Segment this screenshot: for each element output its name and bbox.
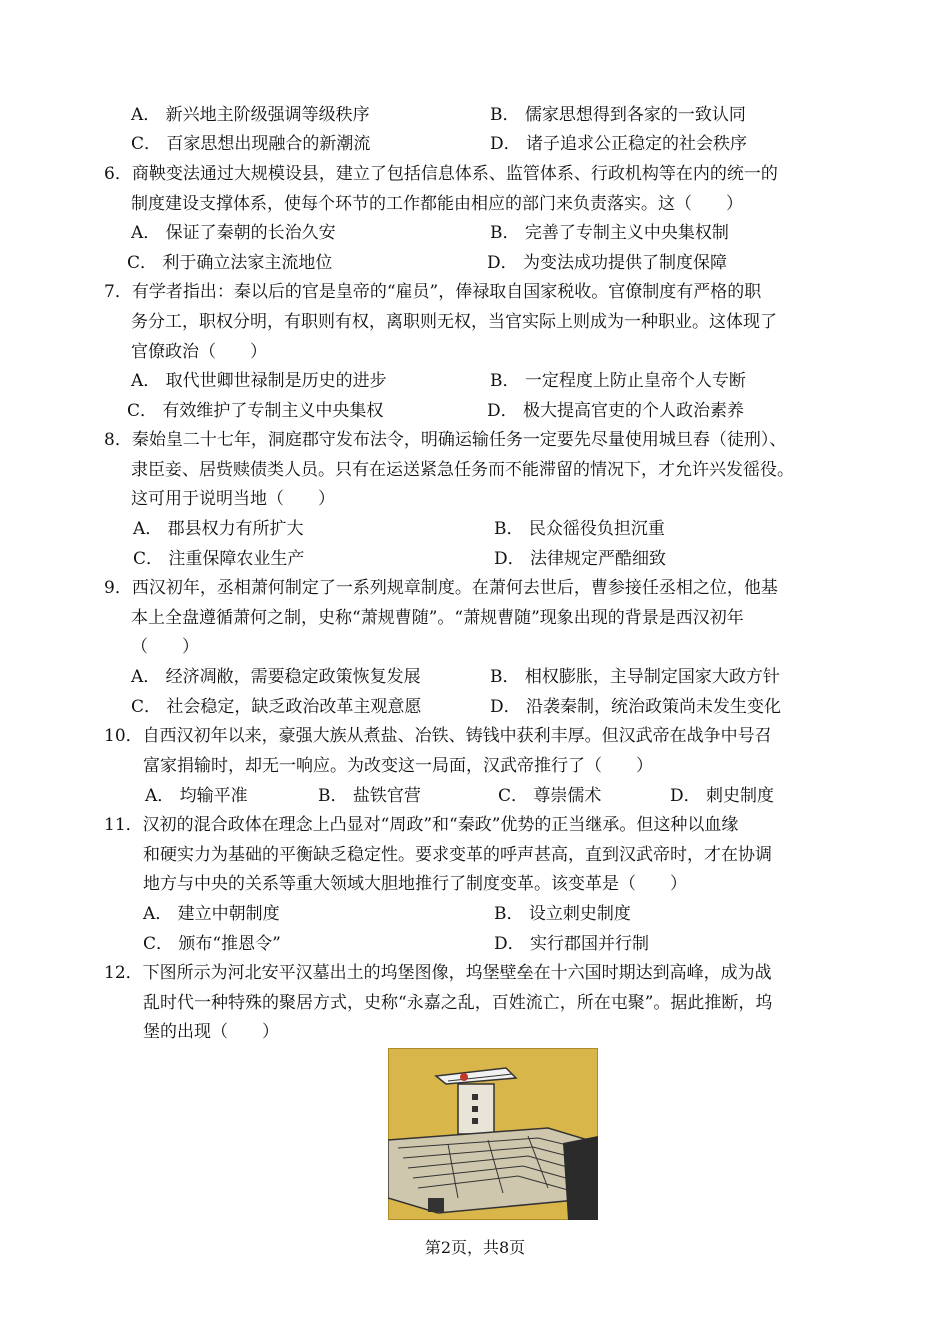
page-number-footer: 第2页，共8页 (424, 1238, 526, 1257)
q10-option-b: B． 盐铁官营 (318, 786, 421, 806)
q9-option-d: D． 沿袭秦制，统治政策尚未发生变化 (490, 697, 782, 717)
q7-stem-line-3: 官僚政治（ ） (131, 342, 267, 362)
q9-stem-line-3: （ ） (131, 637, 199, 657)
q10-stem-line-1: 10．自西汉初年以来，豪强大族从煮盐、冶铁、铸钱中获利丰厚。但汉武帝在战争中号召 (104, 726, 772, 746)
q7-option-a: A． 取代世卿世禄制是历史的进步 (131, 371, 387, 391)
q12-stem-line-3: 堡的出现（ ） (143, 1022, 279, 1042)
q6-stem-line-2: 制度建设支撑体系，使每个环节的工作都能由相应的部门来负责落实。这（ ） (131, 194, 743, 214)
q8-option-a: A． 郡县权力有所扩大 (133, 519, 304, 539)
q10-stem-line-2: 富家捐输时，却无一响应。为改变这一局面，汉武帝推行了（ ） (143, 756, 653, 776)
q11-option-a: A． 建立中朝制度 (143, 904, 280, 924)
q6-option-d: D． 为变法成功提供了制度保障 (487, 253, 728, 273)
q6-stem-line-1: 6．商鞅变法通过大规模设县，建立了包括信息体系、监管体系、行政机构等在内的统一的 (104, 164, 778, 184)
q11-option-d: D． 实行郡国并行制 (494, 934, 650, 954)
q11-stem-line-1: 11．汉初的混合政体在理念上凸显对“周政”和“秦政”优势的正当继承。但这种以血缘 (104, 815, 739, 835)
fortress-mural-icon (388, 1048, 598, 1220)
q10-option-a: A． 均输平准 (145, 786, 248, 806)
q11-stem-line-2: 和硬实力为基础的平衡缺乏稳定性。要求变革的呼声甚高，直到汉武帝时，才在协调 (143, 845, 772, 865)
q12-stem-line-2: 乱时代一种特殊的聚居方式，史称“永嘉之乱，百姓流亡，所在屯聚”。据此推断，坞 (143, 993, 773, 1013)
q7-stem-line-2: 务分工，职权分明，有职则有权，离职则无权，当官实际上则成为一种职业。这体现了 (131, 312, 777, 332)
q5-option-d: D． 诸子追求公正稳定的社会秩序 (490, 134, 748, 154)
q7-option-c: C． 有效维护了专制主义中央集权 (127, 401, 384, 421)
q6-option-c: C． 利于确立法家主流地位 (127, 253, 333, 273)
q10-option-c: C． 尊崇儒术 (498, 786, 602, 806)
q6-option-b: B． 完善了专制主义中央集权制 (490, 223, 729, 243)
q6-option-a: A． 保证了秦朝的长治久安 (131, 223, 336, 243)
q9-option-a: A． 经济凋敝，需要稳定政策恢复发展 (131, 667, 421, 687)
q5-option-a: A． 新兴地主阶级强调等级秩序 (131, 105, 370, 125)
q10-option-d: D． 刺史制度 (670, 786, 775, 806)
q5-option-c: C． 百家思想出现融合的新潮流 (131, 134, 371, 154)
fortress-mural-image (388, 1048, 598, 1220)
q8-stem-line-3: 这可用于说明当地（ ） (131, 489, 335, 509)
q11-option-c: C． 颁布“推恩令” (143, 934, 281, 954)
q9-stem-line-2: 本上全盘遵循萧何之制，史称“萧规曹随”。“萧规曹随”现象出现的背景是西汉初年 (131, 608, 744, 628)
q8-option-b: B． 民众徭役负担沉重 (494, 519, 665, 539)
q11-option-b: B． 设立刺史制度 (494, 904, 631, 924)
q8-option-d: D． 法律规定严酷细致 (494, 549, 667, 569)
q9-stem-line-1: 9．西汉初年，丞相萧何制定了一系列规章制度。在萧何去世后，曹参接任丞相之位，他基 (104, 578, 778, 598)
q7-option-d: D． 极大提高官吏的个人政治素养 (487, 401, 745, 421)
q8-stem-line-1: 8．秦始皇二十七年，洞庭郡守发布法令，明确运输任务一定要先尽量使用城旦舂（徒刑）、 (104, 430, 787, 450)
q7-option-b: B． 一定程度上防止皇帝个人专断 (490, 371, 746, 391)
q8-stem-line-2: 隶臣妾、居赀赎债类人员。只有在运送紧急任务而不能滞留的情况下，才允许兴发徭役。 (131, 460, 794, 480)
q7-stem-line-1: 7．有学者指出：秦以后的官是皇帝的“雇员”，俸禄取自国家税收。官僚制度有严格的职 (104, 282, 762, 302)
q5-option-b: B． 儒家思想得到各家的一致认同 (490, 105, 746, 125)
q8-option-c: C． 注重保障农业生产 (133, 549, 305, 569)
q9-option-c: C． 社会稳定，缺乏政治改革主观意愿 (131, 697, 422, 717)
q9-option-b: B． 相权膨胀，主导制定国家大政方针 (490, 667, 780, 687)
q11-stem-line-3: 地方与中央的关系等重大领域大胆地推行了制度变革。该变革是（ ） (143, 874, 687, 894)
q12-stem-line-1: 12．下图所示为河北安平汉墓出土的坞堡图像，坞堡壁垒在十六国时期达到高峰，成为战 (104, 963, 772, 983)
